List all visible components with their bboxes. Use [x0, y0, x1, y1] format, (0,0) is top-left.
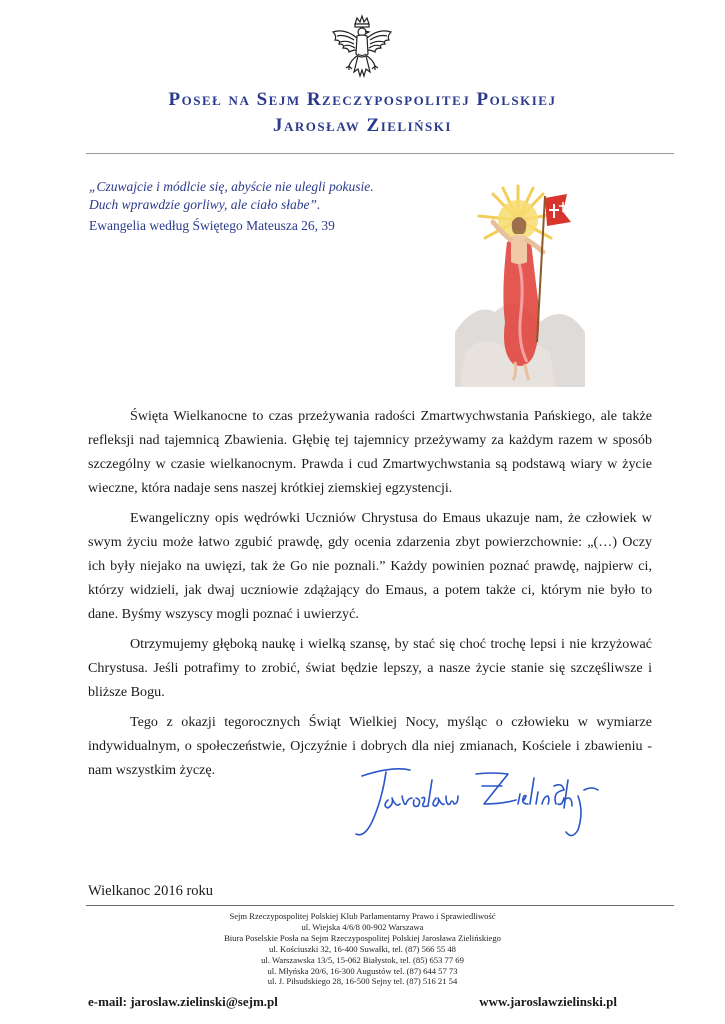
paragraph: Tego z okazji tegorocznych Świąt Wielkiej Nocy, myśląc o człowieku w wymiarze indywidualnym, o społeczeństwie, Ojczyźnie i dobrych dla niej zmianach, Kościele i zbawieniu - nam wszystkim życzę.: [88, 714, 652, 778]
eagle-emblem-icon: [327, 14, 397, 86]
footer-line: ul. Młyńska 20/6, 16-300 Augustów tel. (87) 644 57 73: [267, 965, 458, 976]
quote-line2: Duch wprawdzie gorliwy, ale ciało słabe”.: [89, 197, 321, 212]
header-divider: [86, 153, 674, 154]
footer-line: ul. J. Piłsudskiego 28, 16-500 Sejny tel. (87) 516 21 54: [267, 976, 458, 987]
footer-email-link[interactable]: e-mail: jaroslaw.zielinski@sejm.pl: [88, 994, 278, 1009]
letter-body: [88, 404, 652, 782]
paragraph: Otrzymujemy głęboką naukę i wielką szansę, by stać się choć trochę lepsi i nie krzyżować Chrystusa. Jeśli potrafimy to zrobić, świat będzie lepszy, a nasze życie stanie się szczęśliwsze i bliższe Bogu.: [88, 636, 652, 700]
quote-line1: „Czuwajcie i módlcie się, abyście nie ulegli pokusie.: [89, 179, 374, 194]
quote-source: Ewangelia według Świętego Mateusza 26, 39: [89, 218, 335, 233]
footer-line: Biura Poselskie Posła na Sejm Rzeczypospolitej Polskiej Jarosława Zielińskiego: [224, 932, 501, 943]
handwritten-signature: [352, 760, 612, 845]
footer-divider: [86, 905, 674, 906]
header-title-line2: Jarosław Zieliński: [273, 115, 452, 136]
paragraph: Ewangeliczny opis wędrówki Uczniów Chrystusa do Emaus ukazuje nam, że człowiek w swym życiu może łatwo zgubić prawdę, gdy ocenia zdarzenia zbyt powierzchownie: „(…) Oczy ich były niejako na uwięzi, tak że Go nie poznali.” Każdy powinien poznać prawdę, najpierw ci, którzy widzieli, jak dwaj uczniowie zdążający do Emaus, a potem także ci, którym nie było to dane. Byśmy wszyscy mogli poznać i uwierzyć.: [88, 510, 652, 622]
footer-website-link[interactable]: www.jaroslawzielinski.pl: [479, 994, 617, 1009]
footer-line: ul. Warszawska 13/5, 15-062 Białystok, tel. (85) 653 77 69: [261, 954, 464, 965]
footer-line: ul. Wiejska 4/6/8 00-902 Warszawa: [301, 921, 424, 932]
header-title-line1: Poseł na Sejm Rzeczypospolitej Polskiej: [168, 89, 557, 110]
resurrection-illustration: [455, 182, 585, 387]
footer-line: ul. Kościuszki 32, 16-400 Suwałki, tel. (87) 566 55 48: [269, 943, 456, 954]
place-date: Wielkanoc 2016 roku: [88, 883, 214, 899]
footer-address-block: [0, 911, 725, 987]
footer-line: Sejm Rzeczypospolitej Polskiej Klub Parlamentarny Prawo i Sprawiedliwość: [229, 911, 496, 921]
paragraph: Święta Wielkanocne to czas przeżywania radości Zmartwychwstania Pańskiego, ale także refleksji nad tajemnicą Zbawienia. Głębię tej tajemnicy przeżywamy za każdym razem w sposób szczególny w czasie wielkanocnym. Prawda i cud Zmartwychwstania są podstawą wiary w życie wieczne, która nadaje sens naszej krótkiej ziemskiej egzystencji.: [88, 408, 652, 496]
